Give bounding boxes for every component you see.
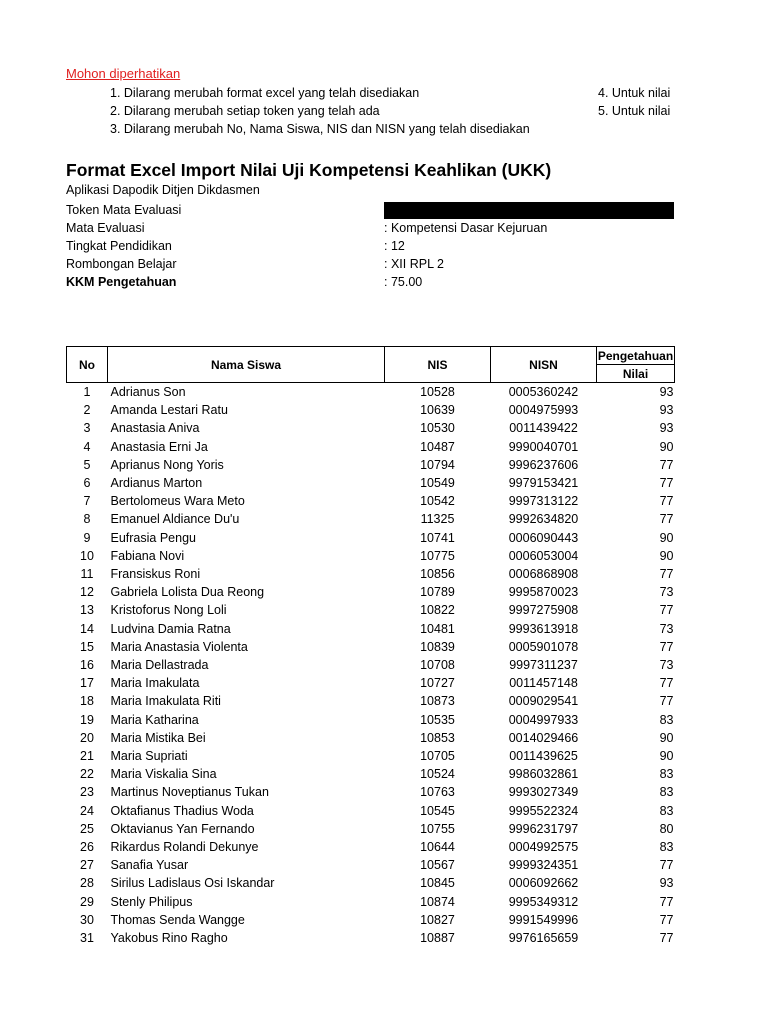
student-name: Sanafia Yusar — [110, 858, 189, 873]
table-row — [67, 529, 675, 547]
row-no: 1 — [83, 385, 91, 399]
table-row — [67, 765, 675, 783]
header-nisn: NISN — [491, 347, 597, 383]
nilai-cell[interactable]: 90 — [659, 439, 674, 454]
row-no: 29 — [80, 894, 94, 909]
table-row — [67, 692, 675, 710]
table-row — [67, 802, 675, 820]
table-row — [67, 874, 675, 892]
row-no: 21 — [80, 749, 94, 764]
row-no: 11 — [80, 567, 94, 582]
nilai-cell[interactable]: 77 — [659, 567, 674, 582]
student-name: Aprianus Nong Yoris — [110, 457, 224, 472]
student-name: Martinus Noveptianus Tukan — [110, 785, 269, 800]
row-no: 27 — [80, 858, 94, 873]
student-name: Bertolomeus Wara Meto — [110, 494, 245, 509]
table-row — [67, 492, 675, 510]
nilai-cell[interactable]: 83 — [659, 712, 674, 727]
student-nisn: 0009029541 — [508, 694, 579, 709]
nilai-cell[interactable]: 77 — [659, 603, 674, 618]
student-nis: 10873 — [420, 694, 455, 709]
student-nisn: 9997311237 — [509, 658, 578, 673]
table-row — [67, 820, 675, 838]
row-no: 16 — [80, 658, 94, 673]
nilai-cell[interactable]: 80 — [659, 821, 674, 836]
student-nisn: 0004997933 — [508, 712, 579, 727]
nilai-cell[interactable]: 77 — [659, 476, 674, 491]
nilai-cell[interactable]: 77 — [659, 639, 674, 654]
student-name: Yakobus Rino Ragho — [110, 931, 228, 946]
notice-item-4: 4. Untuk nilai — [598, 86, 671, 100]
student-nisn: 0006092662 — [508, 876, 579, 891]
student-nisn: 9979153421 — [508, 476, 579, 491]
student-nisn: 0011439625 — [509, 749, 578, 764]
student-nisn: 9993613918 — [508, 621, 579, 636]
nilai-cell[interactable]: 77 — [659, 494, 674, 509]
student-nisn: 9991549996 — [508, 912, 579, 927]
student-nisn: 9996237606 — [508, 457, 579, 472]
student-name: Stenly Philipus — [110, 894, 193, 909]
row-no: 30 — [80, 912, 94, 927]
header-pengetahuan: Pengetahuan — [597, 348, 674, 363]
nilai-cell[interactable]: 83 — [659, 803, 674, 818]
table-row — [67, 419, 675, 437]
table-row — [67, 474, 675, 492]
rombel-label: Rombongan Belajar — [66, 257, 177, 271]
row-no: 7 — [83, 494, 91, 509]
table-row — [67, 456, 675, 474]
student-name: Maria Imakulata — [110, 676, 200, 691]
table-row — [67, 438, 675, 456]
student-nis: 10524 — [420, 767, 455, 782]
student-nisn: 9995870023 — [508, 585, 579, 600]
table-row — [67, 729, 675, 747]
nilai-cell[interactable]: 83 — [659, 785, 674, 800]
nilai-cell[interactable]: 77 — [659, 694, 674, 709]
header-nilai: Nilai — [597, 365, 675, 383]
nilai-cell[interactable]: 93 — [659, 421, 674, 436]
table-row — [67, 510, 675, 528]
student-nisn: 9986032861 — [508, 767, 579, 782]
row-no: 25 — [80, 821, 94, 836]
student-name: Maria Anastasia Violenta — [110, 639, 248, 654]
row-no: 3 — [83, 421, 91, 436]
notice-item-1: 1. Dilarang merubah format excel yang telah disediakan — [110, 86, 420, 100]
student-nis: 10705 — [420, 749, 455, 764]
student-name: Maria Mistika Bei — [110, 730, 206, 745]
student-name: Adrianus Son — [110, 385, 186, 399]
mata-evaluasi-value: : Kompetensi Dasar Kejuruan — [384, 221, 548, 235]
kkm-label: KKM Pengetahuan — [66, 275, 177, 289]
notice-item-3: 3. Dilarang merubah No, Nama Siswa, NIS dan NISN yang telah disediakan — [110, 122, 530, 136]
student-nis: 10535 — [420, 712, 455, 727]
grade-table — [66, 346, 675, 947]
table-row — [67, 401, 675, 419]
nilai-cell[interactable]: 93 — [659, 876, 674, 891]
table-row — [67, 620, 675, 638]
token-field[interactable] — [384, 202, 674, 219]
student-nis: 10549 — [420, 476, 455, 491]
row-no: 20 — [80, 730, 94, 745]
table-row — [67, 783, 675, 801]
table-row — [67, 911, 675, 929]
row-no: 28 — [80, 876, 94, 891]
student-nis: 10542 — [420, 494, 455, 509]
student-name: Oktavianus Yan Fernando — [110, 821, 255, 836]
nilai-cell[interactable]: 77 — [659, 912, 674, 927]
nilai-cell[interactable]: 77 — [659, 858, 674, 873]
page-title: Format Excel Import Nilai Uji Kompetensi Keahlikan (UKK) — [66, 160, 552, 180]
table-row — [67, 838, 675, 856]
table-row — [67, 601, 675, 619]
student-nis: 10822 — [420, 603, 455, 618]
student-nisn: 9992634820 — [508, 512, 579, 527]
student-name: Amanda Lestari Ratu — [110, 403, 228, 418]
table-row — [67, 638, 675, 656]
notice-title: Mohon diperhatikan — [66, 66, 181, 81]
header-nis: NIS — [385, 347, 491, 383]
row-no: 4 — [83, 439, 91, 454]
student-name: Gabriela Lolista Dua Reong — [110, 585, 265, 600]
student-nisn: 0011439422 — [509, 421, 578, 436]
row-no: 19 — [80, 712, 94, 727]
row-no: 5 — [83, 457, 91, 472]
student-nisn: 0004992575 — [508, 840, 579, 855]
table-row — [67, 565, 675, 583]
student-nis: 10827 — [420, 912, 455, 927]
student-name: Fabiana Novi — [110, 548, 185, 563]
nilai-cell[interactable]: 77 — [659, 894, 674, 909]
row-no: 31 — [80, 931, 94, 946]
student-nisn: 9995349312 — [508, 894, 579, 909]
student-nisn: 0006053004 — [508, 548, 579, 563]
row-no: 17 — [80, 676, 94, 691]
row-no: 13 — [80, 603, 94, 618]
nilai-cell[interactable]: 73 — [659, 585, 674, 600]
student-nis: 10839 — [420, 639, 455, 654]
student-nis: 10856 — [420, 567, 455, 582]
table-row — [67, 674, 675, 692]
row-no: 22 — [80, 767, 94, 782]
student-nisn: 9997275908 — [508, 603, 579, 618]
student-nis: 10708 — [420, 658, 455, 673]
student-name: Anastasia Erni Ja — [110, 439, 208, 454]
row-no: 15 — [80, 639, 94, 654]
row-no: 6 — [83, 476, 91, 491]
table-row — [67, 711, 675, 729]
student-nis: 10794 — [420, 457, 455, 472]
student-nis: 10887 — [420, 931, 455, 946]
table-row — [67, 656, 675, 674]
student-nis: 10727 — [420, 676, 455, 691]
student-nisn: 9990040701 — [508, 439, 579, 454]
student-name: Maria Imakulata Riti — [110, 694, 221, 709]
student-name: Ardianus Marton — [110, 476, 203, 491]
student-nis: 10528 — [420, 385, 455, 399]
student-name: Anastasia Aniva — [110, 421, 200, 436]
student-nisn: 0014029466 — [508, 730, 579, 745]
student-name: Maria Katharina — [110, 712, 199, 727]
student-nis: 10763 — [420, 785, 455, 800]
student-nis: 10530 — [420, 421, 455, 436]
student-nis: 10874 — [420, 894, 455, 909]
student-nisn: 0005901078 — [508, 639, 579, 654]
nilai-cell[interactable]: 73 — [659, 658, 674, 673]
header-no: No — [67, 347, 108, 383]
table-row — [67, 747, 675, 765]
student-name: Sirilus Ladislaus Osi Iskandar — [110, 876, 275, 891]
nilai-cell[interactable]: 93 — [659, 403, 674, 418]
row-no: 24 — [80, 803, 94, 818]
student-nis: 10567 — [420, 858, 455, 873]
notice-item-2: 2. Dilarang merubah setiap token yang telah ada — [110, 104, 380, 118]
rombel-value: : XII RPL 2 — [384, 257, 444, 271]
table-row — [67, 547, 675, 565]
student-name: Rikardus Rolandi Dekunye — [110, 840, 259, 855]
nilai-cell[interactable]: 90 — [659, 749, 674, 764]
student-nisn: 0005360242 — [508, 385, 579, 399]
student-name: Maria Supriati — [110, 749, 188, 764]
student-name: Fransiskus Roni — [110, 567, 201, 582]
student-nisn: 9976165659 — [508, 931, 579, 946]
student-nisn: 9995522324 — [508, 803, 579, 818]
student-nisn: 9993027349 — [508, 785, 579, 800]
table-row — [67, 383, 675, 402]
row-no: 2 — [83, 403, 91, 418]
row-no: 9 — [83, 530, 91, 545]
student-nis: 11325 — [420, 512, 455, 527]
row-no: 12 — [80, 585, 94, 600]
student-name: Eufrasia Pengu — [110, 530, 196, 545]
nilai-cell[interactable]: 83 — [659, 767, 674, 782]
nilai-cell[interactable]: 90 — [659, 530, 674, 545]
student-nis: 10853 — [420, 730, 455, 745]
notice-item-5: 5. Untuk nilai — [598, 104, 671, 118]
nilai-cell[interactable]: 77 — [659, 931, 674, 946]
table-row — [67, 856, 675, 874]
student-nis: 10789 — [420, 585, 455, 600]
student-nisn: 0011457148 — [509, 676, 578, 691]
kkm-value: : 75.00 — [384, 275, 423, 289]
student-name: Ludvina Damia Ratna — [110, 621, 231, 636]
nilai-cell[interactable]: 83 — [659, 840, 674, 855]
student-nis: 10487 — [420, 439, 455, 454]
table-row — [67, 583, 675, 601]
row-no: 18 — [80, 694, 94, 709]
row-no: 10 — [80, 548, 94, 563]
student-nisn: 9999324351 — [508, 858, 579, 873]
student-nisn: 9996231797 — [508, 821, 579, 836]
token-label: Token Mata Evaluasi — [66, 203, 182, 217]
student-nis: 10639 — [420, 403, 455, 418]
nilai-cell[interactable]: 77 — [659, 676, 674, 691]
student-nis: 10644 — [420, 840, 455, 855]
student-name: Oktafianus Thadius Woda — [110, 803, 254, 818]
student-nisn: 0006868908 — [508, 567, 579, 582]
student-nisn: 0004975993 — [508, 403, 579, 418]
nilai-cell[interactable]: 73 — [659, 621, 674, 636]
mata-evaluasi-label: Mata Evaluasi — [66, 221, 145, 235]
student-nis: 10775 — [420, 548, 455, 563]
nilai-cell[interactable]: 90 — [659, 548, 674, 563]
student-name: Emanuel Aldiance Du'u — [110, 512, 240, 527]
nilai-cell[interactable]: 77 — [659, 457, 674, 472]
nilai-cell[interactable]: 90 — [659, 730, 674, 745]
student-name: Thomas Senda Wangge — [110, 912, 245, 927]
student-name: Kristoforus Nong Loli — [110, 603, 227, 618]
student-nis: 10545 — [420, 803, 455, 818]
student-nis: 10755 — [420, 821, 455, 836]
tingkat-value: : 12 — [384, 239, 405, 253]
row-no: 23 — [80, 785, 94, 800]
row-no: 26 — [80, 840, 94, 855]
student-name: Maria Viskalia Sina — [110, 767, 217, 782]
student-nis: 10481 — [420, 621, 455, 636]
student-nis: 10741 — [420, 530, 455, 545]
table-row — [67, 893, 675, 911]
nilai-cell[interactable]: 77 — [659, 512, 674, 527]
nilai-cell[interactable]: 93 — [659, 385, 674, 399]
header-nama: Nama Siswa — [108, 347, 385, 383]
row-no: 14 — [80, 621, 94, 636]
table-row — [67, 929, 675, 947]
row-no: 8 — [83, 512, 91, 527]
student-nis: 10845 — [420, 876, 455, 891]
student-name: Maria Dellastrada — [110, 658, 209, 673]
student-nisn: 9997313122 — [508, 494, 579, 509]
tingkat-label: Tingkat Pendidikan — [66, 239, 172, 253]
student-nisn: 0006090443 — [508, 530, 579, 545]
page-subtitle: Aplikasi Dapodik Ditjen Dikdasmen — [66, 183, 260, 197]
